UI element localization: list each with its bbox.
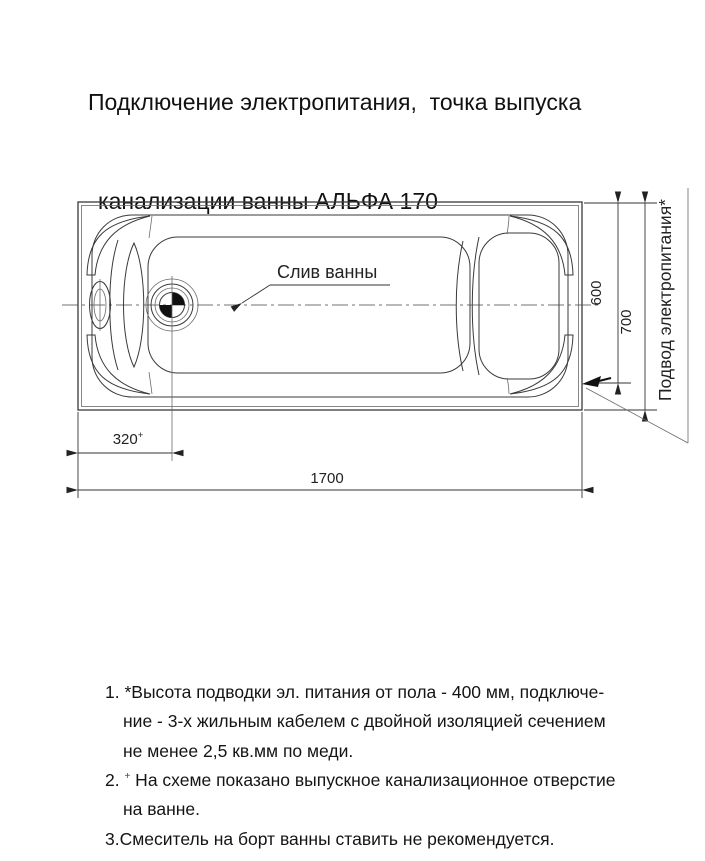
note-line [105, 764, 615, 793]
dimension-320 [78, 412, 172, 498]
tub-headrest [479, 233, 559, 379]
note-text: на ванне. [123, 799, 201, 820]
dim-value-1700: 1700 [310, 470, 344, 487]
power-arrowhead [582, 376, 601, 387]
page-title-line1: Подключение электропитания, точка выпуска [88, 89, 582, 115]
note-line [105, 793, 615, 822]
seat-back-curve2 [472, 237, 479, 375]
power-arrow-tail [599, 378, 611, 381]
page-title-line2: канализации ванны АЛЬФА 170 [98, 188, 438, 214]
drain-datum-fill-ne [172, 293, 185, 306]
note-number: 2. [105, 769, 125, 790]
seat-back-curve [456, 241, 463, 371]
drain-label: Слив ванны [277, 262, 378, 282]
note-text: На схеме показано выпускное канализационное отверстие [130, 769, 616, 790]
note-text: Смеситель на борт ванны ставить не рекомендуется. [119, 828, 555, 849]
power-callout [582, 188, 688, 443]
note-text: не менее 2,5 кв.мм по меди. [123, 740, 354, 761]
note-number: 3. [105, 828, 120, 849]
note-number: 1. [105, 681, 125, 702]
seam-line [507, 216, 509, 234]
drain-datum-fill-sw [160, 305, 173, 318]
seam-line [507, 378, 509, 394]
power-label: Подвод электропитания* [655, 198, 675, 402]
crescent-top-right [510, 216, 573, 275]
note-line [105, 823, 615, 852]
crescent-bottom-right [510, 335, 573, 394]
note-line [105, 705, 615, 734]
notes-block [105, 676, 615, 852]
drain-callout [242, 262, 390, 303]
note-marker: + [124, 770, 131, 782]
tub-rim-inner [82, 206, 579, 407]
note-line [105, 676, 615, 705]
dim-value-600: 600 [588, 280, 605, 306]
dim-320-sup: + [137, 430, 144, 441]
dim-320-number: 320 [112, 431, 138, 448]
note-text: ние - 3-х жильным кабелем с двойной изоляцией сечением [123, 711, 606, 732]
bathtub-top-view [62, 202, 600, 461]
dim-value-320 [113, 430, 144, 448]
seam-line [149, 216, 152, 238]
note-text: *Высота подводки эл. питания от пола - 400 мм, подключе- [124, 681, 605, 702]
seam-line [149, 372, 152, 394]
note-line [105, 735, 615, 764]
dim-value-700: 700 [618, 309, 635, 335]
dimension-1700 [78, 412, 582, 498]
drain-leader-arrow [242, 285, 270, 303]
